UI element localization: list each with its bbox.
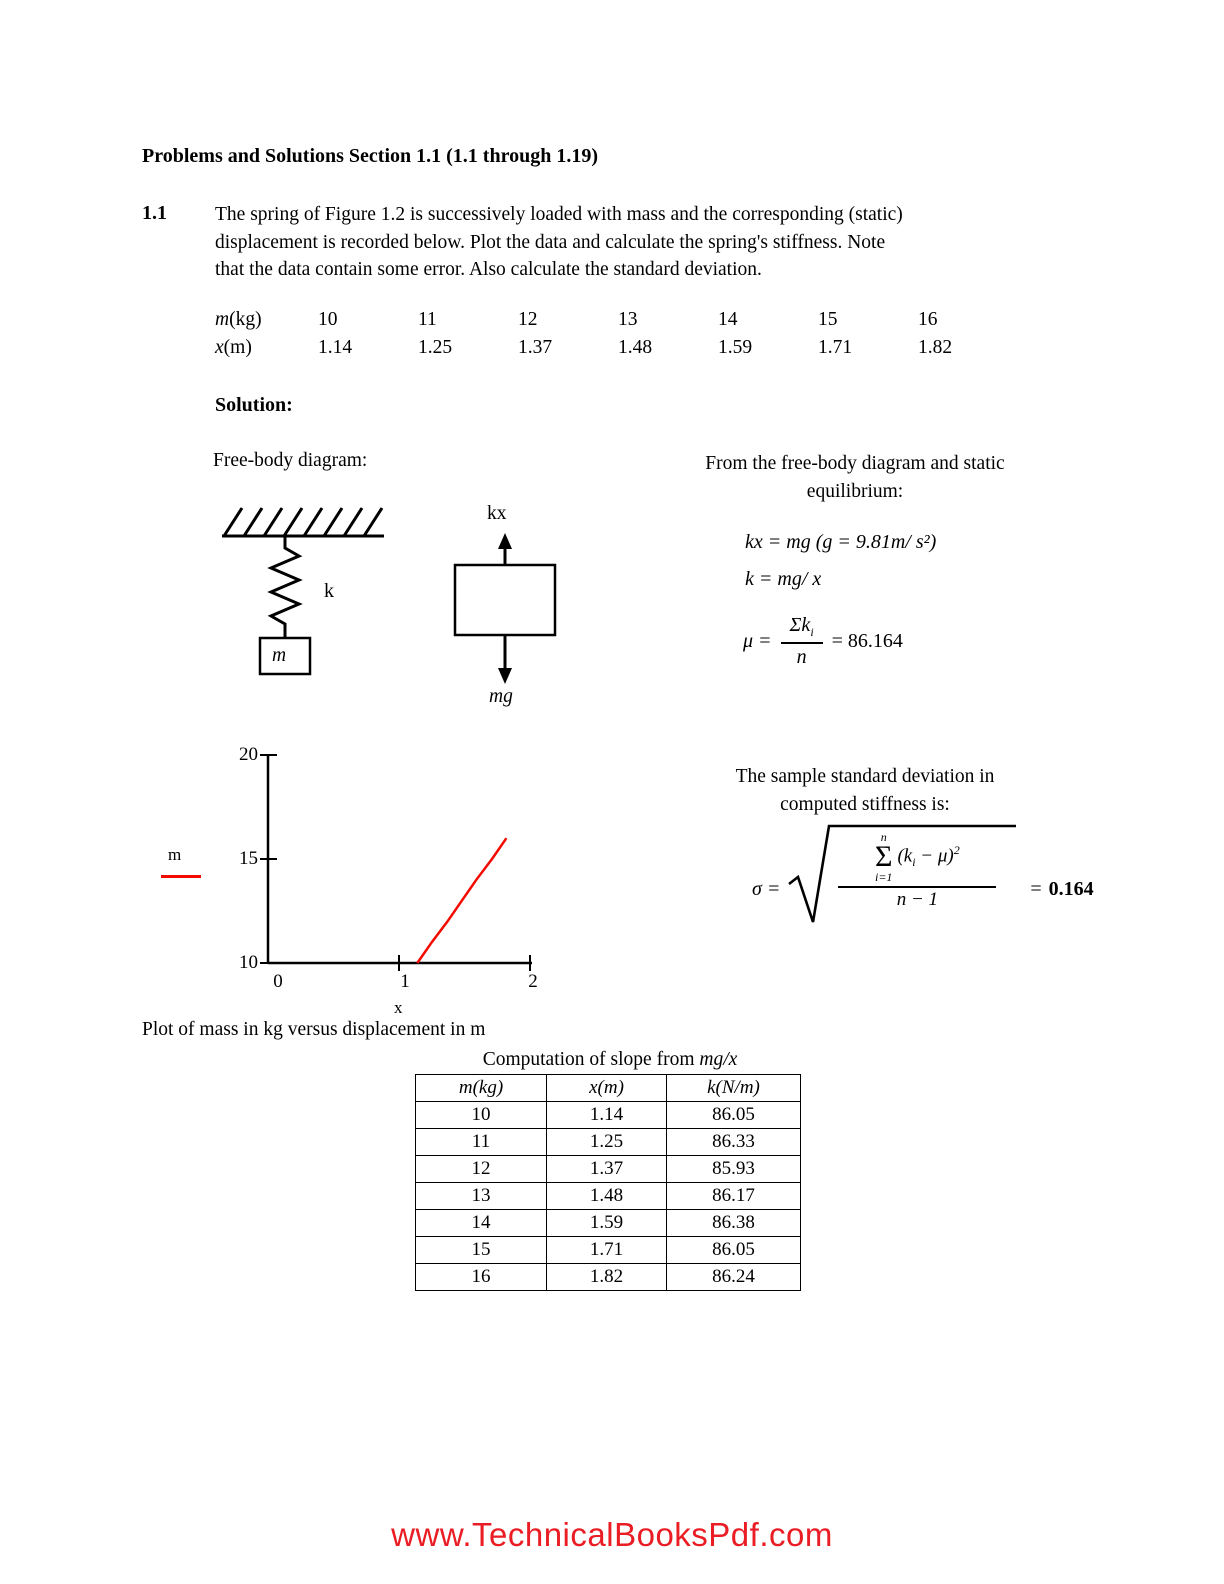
fraction-bar — [838, 886, 996, 888]
equation-k: k = mg/ x — [745, 568, 822, 590]
data-value: 15 — [818, 309, 838, 330]
data-value: 14 — [718, 309, 738, 330]
term-index: i — [912, 855, 916, 870]
solution-heading: Solution: — [215, 394, 293, 416]
table-cell: 11 — [416, 1129, 547, 1156]
table-cell: 86.38 — [667, 1210, 801, 1237]
data-value: 12 — [518, 309, 538, 330]
disp-values — [318, 337, 1018, 359]
mu-fraction — [781, 615, 823, 668]
y-legend-label: m — [168, 845, 182, 864]
summation-symbol — [875, 831, 892, 883]
spring — [271, 536, 299, 638]
data-value: 1.14 — [318, 337, 353, 358]
data-value: 1.48 — [618, 337, 653, 358]
table-cell: 1.48 — [547, 1183, 667, 1210]
section-heading: Problems and Solutions Section 1.1 (1.1 through 1.19) — [142, 145, 598, 167]
equation-kx-mg: kx = mg (g = 9.81m/ s²) — [745, 531, 937, 553]
table-row — [416, 1183, 801, 1210]
stddev-intro — [655, 763, 1075, 818]
table-cell: 1.14 — [547, 1102, 667, 1129]
data-value: 1.25 — [418, 337, 453, 358]
data-value: 11 — [418, 309, 437, 330]
data-value: 1.37 — [518, 337, 553, 358]
equals-sign: = — [1030, 878, 1042, 900]
kx-arrow — [498, 533, 512, 565]
slope-table-body — [416, 1102, 801, 1291]
header-displacement — [547, 1075, 667, 1102]
sigma-numerator — [875, 831, 960, 883]
x-axis-label: x — [394, 998, 403, 1017]
table-cell: 1.25 — [547, 1129, 667, 1156]
free-body-diagram — [445, 508, 575, 698]
mass-unit: (kg) — [229, 309, 262, 330]
table-row — [416, 1129, 801, 1156]
table-cell: 13 — [416, 1183, 547, 1210]
mg-force-label: mg — [489, 686, 513, 707]
table-cell: 1.71 — [547, 1237, 667, 1264]
y-tick-20: 20 — [239, 744, 258, 765]
mass-symbol: m — [215, 309, 230, 330]
table-cell: 86.05 — [667, 1102, 801, 1129]
table-cell: 86.17 — [667, 1183, 801, 1210]
fbd-body-box — [455, 565, 555, 635]
problem-statement-line: displacement is recorded below. Plot the data and calculate the spring's stiffness. Note — [215, 231, 886, 253]
data-value: 10 — [318, 309, 338, 330]
equilibrium-intro-line: From the free-body diagram and static — [705, 453, 1005, 474]
equilibrium-intro-line: equilibrium: — [806, 480, 904, 502]
x-tick-0: 0 — [273, 971, 283, 992]
footer-link[interactable]: www.TechnicalBooksPdf.com — [391, 1516, 833, 1553]
header-stiffness-label: k(N/m) — [707, 1077, 760, 1098]
table-cell: 16 — [416, 1264, 547, 1291]
spring-constant-label: k — [324, 580, 334, 602]
term-exponent: 2 — [953, 843, 960, 858]
mass-values — [318, 309, 1018, 331]
spring-mass-diagram — [212, 498, 402, 688]
displacement-row — [215, 337, 1018, 359]
mass-row — [215, 309, 1018, 331]
table-row — [416, 1210, 801, 1237]
header-displacement-label: x(m) — [589, 1077, 624, 1098]
term-close: − μ) — [915, 845, 954, 867]
header-stiffness — [667, 1075, 801, 1102]
sigma-value: 0.164 — [1048, 878, 1094, 900]
displacement-row-label — [215, 337, 318, 359]
table-row — [416, 1264, 801, 1291]
problem-statement — [215, 201, 1077, 284]
problem-statement-line: that the data contain some error. Also calculate the standard deviation. — [215, 259, 762, 280]
sigma-sum-glyph: Σ — [874, 840, 893, 873]
fbd-caption: Free-body diagram: — [213, 450, 368, 471]
problem-number: 1.1 — [142, 202, 167, 224]
table-cell: 1.37 — [547, 1156, 667, 1183]
data-value: 16 — [918, 309, 938, 330]
sigma-equation — [752, 818, 1094, 930]
stddev-intro-line: The sample standard deviation in — [735, 766, 995, 787]
term-open: (k — [897, 845, 913, 867]
table-cell: 86.33 — [667, 1129, 801, 1156]
sum-k: Σk — [789, 614, 811, 636]
mu-result: = 86.164 — [831, 629, 903, 652]
table-cell: 1.59 — [547, 1210, 667, 1237]
displacement-unit: (m) — [223, 337, 252, 358]
table-row — [416, 1156, 801, 1183]
mass-label: m — [272, 645, 287, 666]
mu-equation — [743, 615, 903, 668]
table-cell: 15 — [416, 1237, 547, 1264]
slope-caption-math: mg/x — [699, 1049, 738, 1070]
table-cell: 85.93 — [667, 1156, 801, 1183]
data-value: 1.71 — [818, 337, 853, 358]
radical — [786, 818, 1021, 930]
data-value: 1.59 — [718, 337, 753, 358]
table-cell: 86.24 — [667, 1264, 801, 1291]
plot-data-line — [417, 838, 506, 963]
plot-caption: Plot of mass in kg versus displacement in m — [142, 1019, 486, 1040]
table-cell: 10 — [416, 1102, 547, 1129]
table-header-row — [416, 1075, 801, 1102]
index-i: i — [810, 625, 814, 639]
summand — [897, 843, 959, 870]
mass-row-label — [215, 309, 318, 331]
data-value: 13 — [618, 309, 638, 330]
ceiling-hatch — [224, 508, 382, 536]
table-cell: 1.82 — [547, 1264, 667, 1291]
mu-denominator: n — [796, 645, 807, 668]
x-tick-1: 1 — [400, 971, 410, 992]
kx-force-label: kx — [487, 503, 507, 524]
y-tick-10: 10 — [239, 952, 258, 973]
header-mass-label: m(kg) — [458, 1077, 504, 1098]
legend-line — [161, 875, 201, 878]
slope-table-caption — [405, 1046, 815, 1074]
mu-lhs: μ = — [743, 629, 772, 652]
y-tick-15: 15 — [239, 848, 258, 869]
sum-lower-limit: i=1 — [874, 869, 893, 884]
given-data-table — [215, 309, 1018, 359]
slope-table — [415, 1074, 801, 1291]
sum-upper-limit: n — [880, 830, 887, 844]
table-cell: 12 — [416, 1156, 547, 1183]
mass-plot — [220, 735, 560, 985]
equilibrium-intro — [655, 450, 1055, 505]
mu-numerator — [781, 615, 823, 644]
problem-statement-line: The spring of Figure 1.2 is successively loaded with mass and the corresponding (static) — [215, 204, 903, 225]
slope-caption-text: Computation of slope from — [482, 1049, 700, 1070]
header-mass — [416, 1075, 547, 1102]
mg-arrow — [498, 635, 512, 684]
sigma-lhs: σ = — [752, 878, 781, 900]
data-value: 1.82 — [918, 337, 953, 358]
table-row — [416, 1102, 801, 1129]
table-row — [416, 1237, 801, 1264]
table-cell: 86.05 — [667, 1237, 801, 1264]
stddev-intro-line: computed stiffness is: — [780, 793, 950, 815]
displacement-symbol: x — [215, 337, 224, 358]
x-tick-2: 2 — [528, 971, 538, 992]
sigma-denominator: n − 1 — [896, 888, 939, 910]
radical-content — [838, 831, 996, 911]
table-cell: 14 — [416, 1210, 547, 1237]
sigma-result — [1030, 878, 1093, 901]
